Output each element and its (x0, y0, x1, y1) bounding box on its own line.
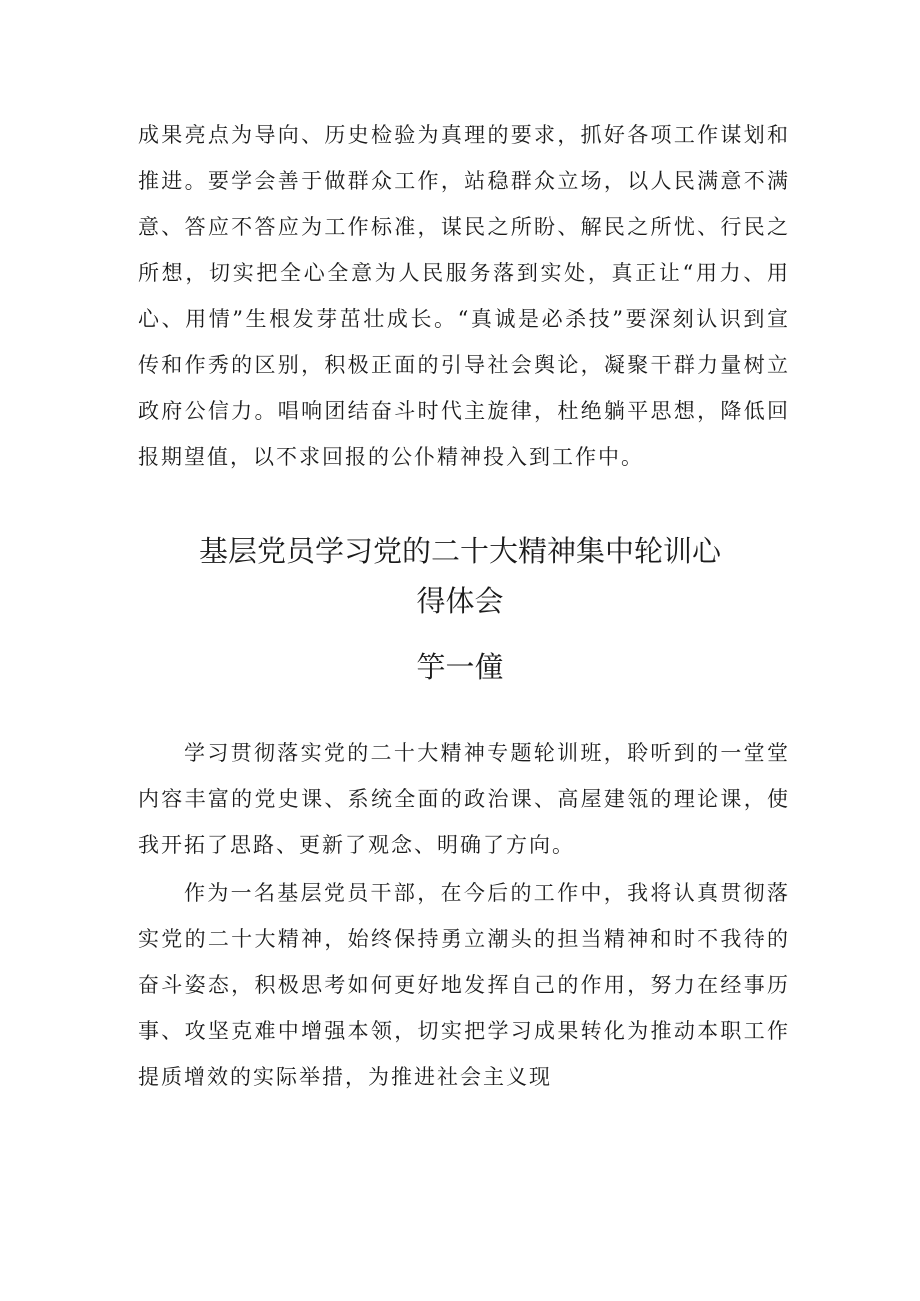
body-paragraph-1: 学习贯彻落实党的二十大精神专题轮训班，聆听到的一堂堂内容丰富的党史课、系统全面的政治课、高屋建瓴的理论课，使我开拓了思路、更新了观念、明确了方向。 (138, 741, 790, 857)
document-subtitle: 竽一僮 (416, 650, 504, 684)
continuation-paragraph: 成果亮点为导向、历史检验为真理的要求，抓好各项工作谋划和推进。要学会善于做群众工作，站稳群众立场，以人民满意不满意、答应不答应为工作标准，谋民之所盼、解民之所忧、行民之所想，切实把全心全意为人民服务落到实处，真正让“用力、用心、用情”生根发芽茁壮成长。“真诚是必杀技”要深刻认识到宣传和作秀的区别，积极正面的引导社会舆论，凝聚干群力量树立政府公信力。唱响团结奋斗时代主旋律，杜绝躺平思想，降低回报期望值，以不求回报的公仆精神投入到工作中。 (138, 123, 790, 469)
document-title-line-1: 基层党员学习党的二十大精神集中轮训心 (198, 534, 721, 568)
body-paragraph-2: 作为一名基层党员干部，在今后的工作中，我将认真贯彻落实党的二十大精神，始终保持勇立潮头的担当精神和时不我待的奋斗姿态，积极思考如何更好地发挥自己的作用，努力在经事历事、攻坚克难中增强本领，切实把学习成果转化为推动本职工作提质增效的实际举措，为推进社会主义现 (138, 881, 790, 1089)
document-title (0, 526, 920, 626)
document-title-line-2: 得体会 (416, 584, 504, 618)
